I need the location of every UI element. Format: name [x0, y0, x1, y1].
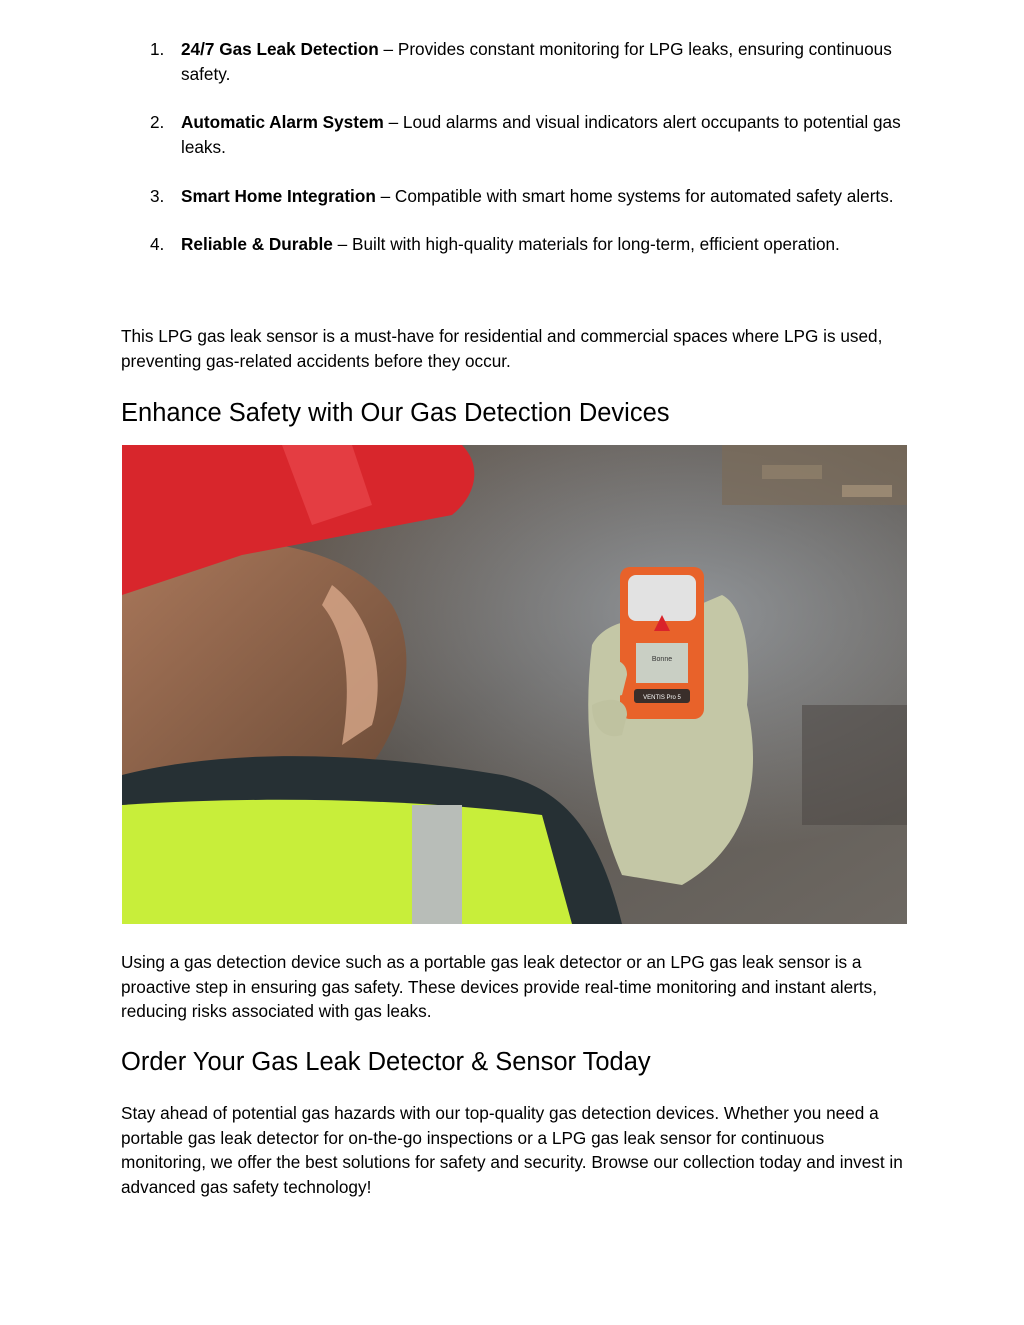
- feature-text: – Compatible with smart home systems for automated safety alerts.: [375, 185, 894, 206]
- gas-detector-photo: [122, 445, 907, 924]
- device-screen-text: Bonne: [651, 656, 673, 663]
- feature-item-3: [121, 184, 907, 209]
- feature-title: Smart Home Integration: [181, 185, 376, 206]
- safety-paragraph: Using a gas detection device such as a portable gas leak detector or an LPG gas leak sensor is a proactive step in ensuring gas safety. These devices provide real-time monitoring and instant alerts, reducing risks associated with gas leaks.: [121, 952, 878, 1021]
- section-heading-safety: Enhance Safety with Our Gas Detection Devices: [121, 399, 670, 427]
- device-brand-text: VENTIS Pro 5: [643, 695, 681, 701]
- feature-list: [121, 37, 907, 281]
- feature-text: – Built with high-quality materials for long-term, efficient operation.: [332, 234, 840, 255]
- feature-item-4: [121, 232, 907, 257]
- feature-title: 24/7 Gas Leak Detection: [181, 39, 379, 59]
- feature-number: 3.: [150, 185, 165, 206]
- feature-title: Automatic Alarm System: [181, 112, 384, 133]
- gas-detector-device: [620, 567, 704, 719]
- feature-item-2: [121, 110, 907, 159]
- feature-number: 2.: [150, 112, 165, 133]
- feature-text: – Provides constant monitoring for LPG leaks, ensuring continuous safety.: [181, 39, 892, 84]
- summary-paragraph: This LPG gas leak sensor is a must-have for residential and commercial spaces where LPG is used, preventing gas-related accidents before they occur.: [121, 326, 883, 371]
- feature-text: – Loud alarms and visual indicators alert occupants to potential gas leaks.: [181, 112, 901, 157]
- section-heading-order: Order Your Gas Leak Detector & Sensor Today: [121, 1048, 651, 1076]
- order-paragraph: Stay ahead of potential gas hazards with our top-quality gas detection devices. Whether you need a portable gas leak detector for on-the-go inspections or a LPG gas leak sensor for continuous monitoring, we offer the best solutions for safety and security. Browse our collection today and invest in advanced gas safety technology!: [121, 1103, 903, 1197]
- hi-vis-vest-shape: [122, 800, 572, 924]
- feature-number: 4.: [150, 234, 165, 255]
- feature-item-1: [121, 37, 907, 86]
- feature-number: 1.: [150, 39, 165, 59]
- feature-title: Reliable & Durable: [181, 234, 333, 255]
